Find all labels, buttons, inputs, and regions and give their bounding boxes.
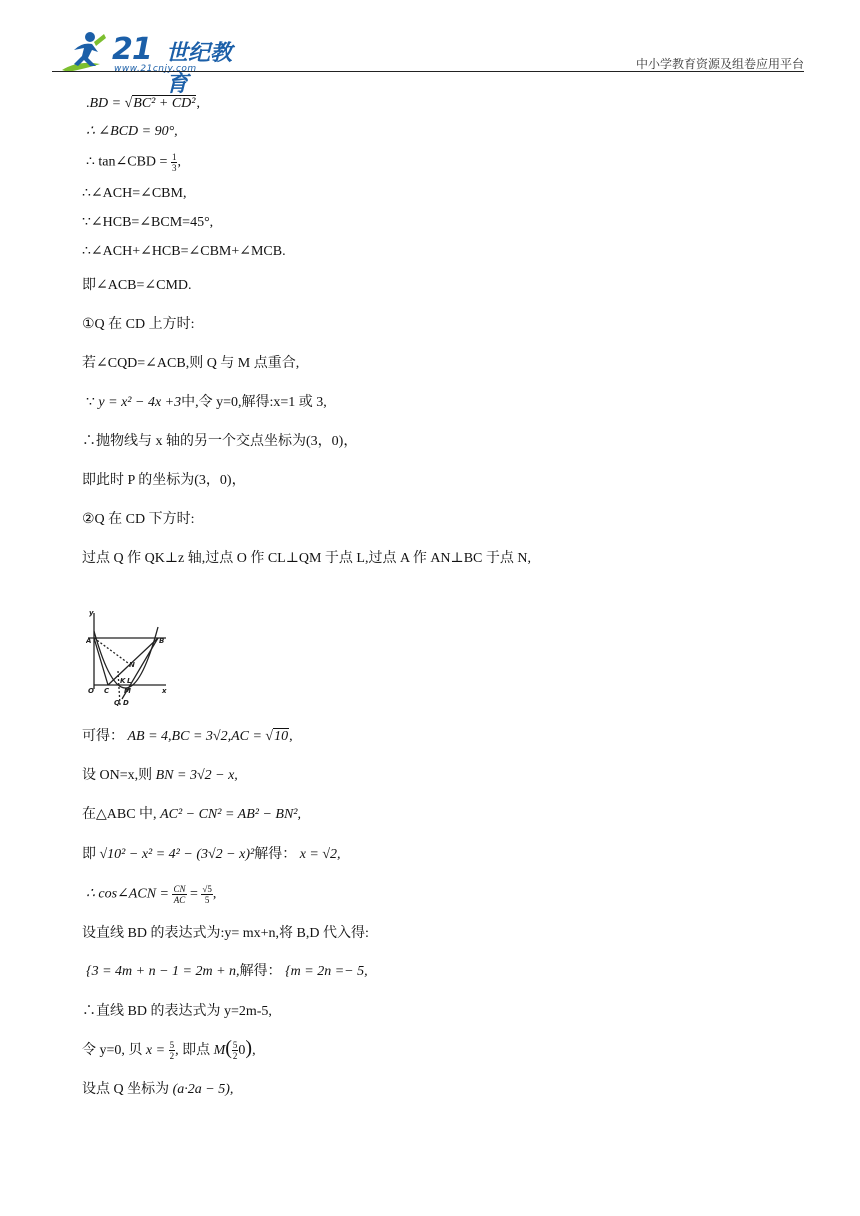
line-bd-length bbox=[86, 94, 200, 114]
geometry-figure bbox=[86, 607, 170, 711]
line-text: 设 ON=x,则 bbox=[82, 768, 153, 783]
denominator: 2 bbox=[169, 1051, 175, 1062]
math-expression: ∴ cos∠ACN = bbox=[86, 886, 173, 902]
line-8: ①Q 在 CD 上方时: bbox=[82, 317, 195, 332]
line-9: 若∠CQD=∠ACB,则 Q 与 M 点重合, bbox=[82, 356, 300, 371]
math-expression: BD = √ bbox=[89, 96, 133, 111]
parabola bbox=[94, 627, 158, 688]
header-divider bbox=[52, 71, 804, 72]
line-17 bbox=[82, 805, 301, 825]
line-18 bbox=[82, 845, 341, 865]
line-text: = bbox=[186, 886, 202, 902]
line-text: 可得： bbox=[82, 729, 124, 744]
math-expression: AC² − CN² = AB² − BN², bbox=[160, 807, 301, 822]
numerator: 5 bbox=[232, 1040, 238, 1051]
label-k: K bbox=[120, 677, 126, 685]
line-text: 中,令 y=0,解得:x=1 或 3, bbox=[181, 395, 327, 410]
line-text: 解得： bbox=[254, 847, 297, 862]
line-23 bbox=[82, 1038, 256, 1061]
fraction bbox=[172, 884, 186, 905]
line-text: 设点 Q 坐标为 bbox=[82, 1082, 170, 1097]
line-text: , 即点 bbox=[175, 1043, 211, 1058]
header-platform-text: 中小学教育资源及组卷应用平台 bbox=[635, 57, 804, 71]
logo-url: www.21cnjy.com bbox=[114, 64, 197, 74]
numerator: √5 bbox=[202, 884, 212, 894]
line-21 bbox=[86, 962, 368, 982]
logo-number: 21 bbox=[112, 32, 152, 67]
page-header bbox=[52, 28, 804, 97]
line-an bbox=[94, 638, 128, 663]
numerator: 1 bbox=[171, 152, 177, 162]
label-o: O bbox=[88, 687, 94, 695]
line-7: 即∠ACB=∠CMD. bbox=[82, 278, 192, 293]
label-n: N bbox=[129, 661, 135, 669]
open-paren: ( bbox=[225, 1037, 232, 1059]
radicand: BC² + CD² bbox=[133, 96, 196, 111]
line-angle-bcd: ∴ ∠BCD = 90°, bbox=[86, 124, 178, 139]
label-x: x bbox=[162, 687, 167, 695]
math-expression: (a·2a − 5), bbox=[172, 1082, 234, 1097]
line-text: ∵ bbox=[86, 395, 95, 410]
line-parabola bbox=[86, 393, 327, 413]
site-logo[interactable] bbox=[60, 28, 240, 97]
line-text: 在△ABC 中, bbox=[82, 807, 157, 822]
line-20: 设直线 BD 的表达式为:y= mx+n,将 B,D 代入得: bbox=[82, 926, 369, 941]
label-m: M bbox=[124, 687, 131, 695]
line-ac bbox=[94, 638, 108, 685]
line-11: ∴抛物线与 x 轴的另一个交点坐标为(3，0)， bbox=[82, 434, 358, 449]
line-13: ②Q 在 CD 下方时: bbox=[82, 512, 195, 527]
line-text: . bbox=[86, 96, 90, 111]
close-paren: ) bbox=[245, 1037, 253, 1059]
line-tan-cbd bbox=[86, 152, 181, 173]
math-expression: M bbox=[213, 1043, 226, 1058]
math-expression: {m = 2n =− 5, bbox=[285, 964, 368, 979]
radicand: 10 bbox=[274, 729, 289, 744]
numerator: CN bbox=[173, 884, 186, 894]
label-a: A bbox=[86, 637, 92, 645]
line-16 bbox=[82, 766, 238, 786]
fraction bbox=[201, 884, 212, 905]
line-5: ∵∠HCB=∠BCM=45°, bbox=[82, 215, 214, 230]
numerator: 5 bbox=[169, 1040, 175, 1051]
denominator: 2 bbox=[232, 1051, 238, 1062]
line-6: ∴∠ACH+∠HCB=∠CBM+∠MCB. bbox=[82, 244, 286, 259]
label-c: C bbox=[104, 687, 110, 695]
line-24 bbox=[82, 1080, 233, 1100]
math-expression: x = bbox=[145, 1043, 169, 1058]
line-19 bbox=[86, 884, 216, 905]
math-expression: AB = 4,BC = 3√2,AC = √ bbox=[127, 729, 274, 744]
runner-icon bbox=[60, 30, 110, 74]
math-expression: ∴ tan∠CBD = bbox=[86, 154, 171, 170]
denominator: AC bbox=[173, 895, 186, 905]
line-text: , bbox=[196, 96, 200, 111]
line-12: 即此时 P 的坐标为(3，0)， bbox=[82, 473, 246, 488]
line-text: , bbox=[252, 1043, 256, 1058]
math-expression: y = x² − 4x +3 bbox=[98, 395, 182, 410]
line-text: 解得： bbox=[239, 964, 282, 979]
logo-text: 世纪教育 bbox=[166, 41, 233, 97]
line-text: , bbox=[177, 154, 181, 170]
label-b: B bbox=[159, 637, 165, 645]
line-text: , bbox=[212, 886, 217, 902]
label-l: L bbox=[127, 677, 132, 685]
line-text: 0 bbox=[238, 1043, 246, 1058]
math-expression: √10² − x² = 4² − (3√2 − x)² bbox=[99, 847, 255, 862]
label-q: Q bbox=[114, 699, 120, 707]
label-d: D bbox=[123, 699, 129, 707]
line-text: 即 bbox=[82, 847, 96, 862]
line-text: , bbox=[289, 729, 293, 744]
line-4: ∴∠ACH=∠CBM, bbox=[82, 186, 187, 201]
math-expression: {3 = 4m + n − 1 = 2m + n, bbox=[86, 964, 240, 979]
line-15 bbox=[82, 727, 293, 747]
math-expression: x = √2, bbox=[299, 847, 341, 862]
line-14: 过点 Q 作 QK⊥z 轴,过点 O 作 CL⊥QM 于点 L,过点 A 作 AN⊥BC 于点 N, bbox=[82, 551, 531, 566]
math-expression: BN = 3√2 − x, bbox=[155, 768, 238, 783]
denominator: 5 bbox=[204, 895, 210, 905]
label-y: y bbox=[89, 609, 94, 617]
line-text: 令 y=0, 贝 bbox=[82, 1043, 143, 1058]
denominator: 3 bbox=[171, 163, 177, 173]
line-22: ∴直线 BD 的表达式为 y=2m-5, bbox=[82, 1004, 272, 1019]
